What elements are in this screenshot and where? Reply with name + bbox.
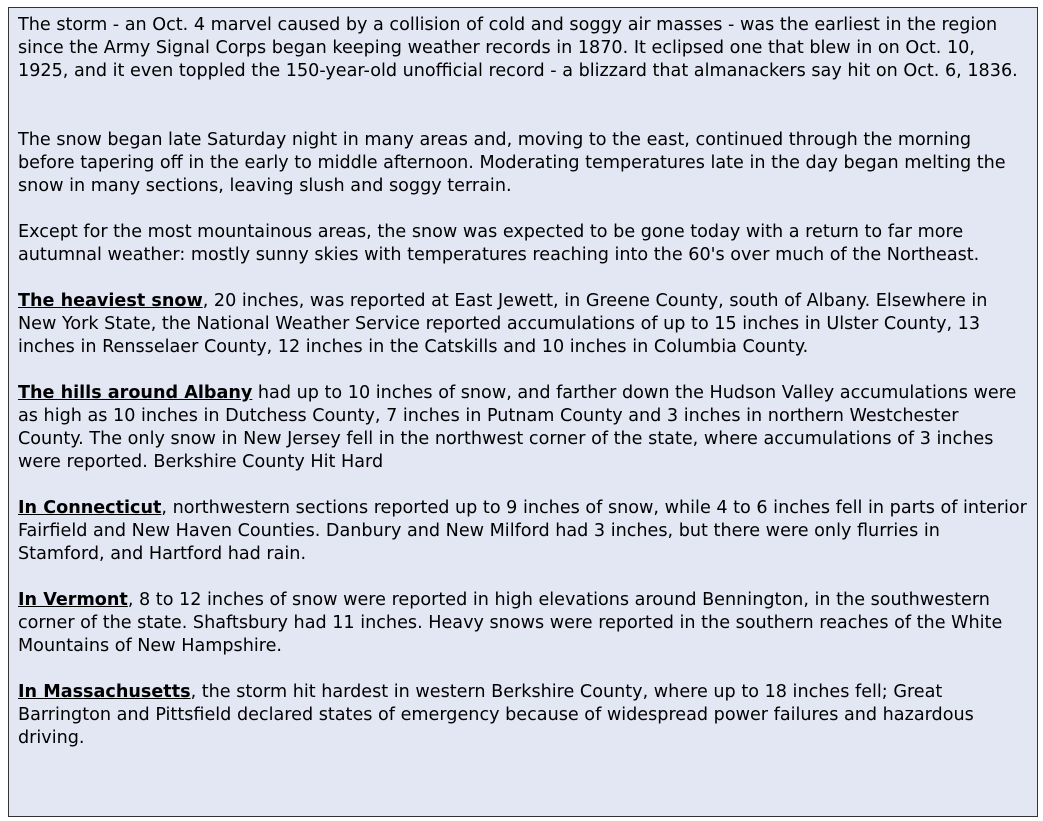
lead-albany-hills: The hills around Albany xyxy=(18,383,253,403)
paragraph-heaviest-snow xyxy=(18,290,1029,359)
paragraph-vermont xyxy=(18,589,1029,658)
paragraph-spacer xyxy=(18,658,1029,681)
body-connecticut: , northwestern sections reported up to 9 inches of snow, while 4 to 6 inches fell in parts of interior Fairfield and New Haven Counties. Danbury and New Milford had 3 inches, but there were only flurries in Stamford, and Hartford had rain. xyxy=(18,498,1027,564)
lead-connecticut: In Connecticut xyxy=(18,498,162,518)
lead-vermont: In Vermont xyxy=(18,590,128,610)
lead-heaviest-snow: The heaviest snow xyxy=(18,291,203,311)
paragraph-spacer xyxy=(18,359,1029,382)
paragraph-massachusetts xyxy=(18,681,1029,750)
article-box xyxy=(8,7,1038,817)
paragraph-spacer xyxy=(18,198,1029,221)
paragraph-spacer xyxy=(18,267,1029,290)
paragraph-spacer xyxy=(18,566,1029,589)
paragraph-spacer xyxy=(18,474,1029,497)
lead-massachusetts: In Massachusetts xyxy=(18,682,191,702)
body-massachusetts: , the storm hit hardest in western Berkshire County, where up to 18 inches fell; Great Barrington and Pittsfield declared states of emergency because of widespread power failures and hazardous driving. xyxy=(18,682,974,748)
paragraph-connecticut xyxy=(18,497,1029,566)
paragraph-spacer xyxy=(18,83,1029,129)
body-albany-hills: had up to 10 inches of snow, and farther down the Hudson Valley accumulations were as high as 10 inches in Dutchess County, 7 inches in Putnam County and 3 inches in northern Westchester County. The only snow in New Jersey fell in the northwest corner of the state, where accumulations of 3 inches were reported. Berkshire County Hit Hard xyxy=(18,383,1017,472)
paragraph-forecast: Except for the most mountainous areas, the snow was expected to be gone today with a return to far more autumnal weather: mostly sunny skies with temperatures reaching into the 60's over much of the Northeast. xyxy=(18,222,980,265)
body-vermont: , 8 to 12 inches of snow were reported in high elevations around Bennington, in the southwestern corner of the state. Shaftsbury had 11 inches. Heavy snows were reported in the southern reaches of the White Mountains of New Hampshire. xyxy=(18,590,1003,656)
paragraph-storm-record: The storm - an Oct. 4 marvel caused by a collision of cold and soggy air masses - was the earliest in the region since the Army Signal Corps began keeping weather records in 1870. It eclipsed one that blew in on Oct. 10, 1925, and it even toppled the 150-year-old unofficial record - a blizzard that almanackers say hit on Oct. 6, 1836. xyxy=(18,15,1018,81)
body-heaviest-snow: , 20 inches, was reported at East Jewett, in Greene County, south of Albany. Elsewhere in New York State, the National Weather Service reported accumulations of up to 15 inches in Ulster County, 13 inches in Rensselaer County, 12 inches in the Catskills and 10 inches in Columbia County. xyxy=(18,291,988,357)
paragraph-snow-timing: The snow began late Saturday night in many areas and, moving to the east, continued through the morning before tapering off in the early to middle afternoon. Moderating temperatures late in the day began melting the snow in many sections, leaving slush and soggy terrain. xyxy=(18,130,1006,196)
paragraph-albany-hills xyxy=(18,382,1029,474)
